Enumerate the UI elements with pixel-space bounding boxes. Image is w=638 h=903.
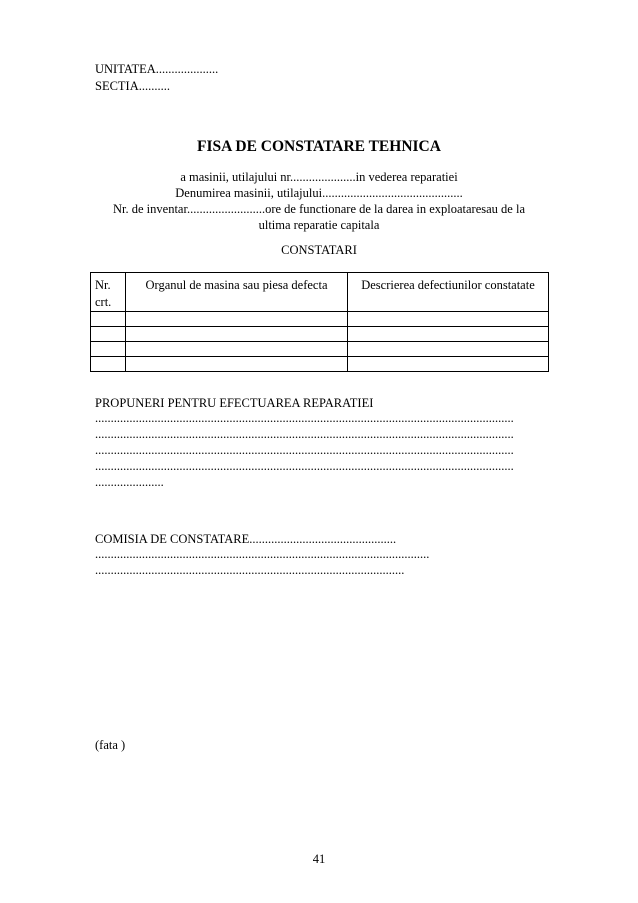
comisia-line-2: ................................................................................................... [95, 563, 405, 577]
comisia-line-1: ........................................................................................................... [95, 547, 430, 561]
table-cell [126, 327, 348, 342]
table-cell [91, 342, 126, 357]
table-cell [348, 342, 549, 357]
table-cell [348, 327, 549, 342]
fata-note: (fata ) [95, 738, 126, 752]
propuneri-line-4: ...................................................................................................................................... [95, 459, 514, 473]
propuneri-line-1: ...................................................................................................................................... [95, 411, 514, 425]
constatari-heading: CONSTATARI [281, 243, 357, 257]
page-title: FISA DE CONSTATARE TEHNICA [197, 138, 441, 155]
table-cell [91, 327, 126, 342]
sectia-field: SECTIA.......... [95, 79, 170, 93]
table-cell [348, 357, 549, 372]
header-descriere: Descrierea defectiunilor constatate [348, 273, 549, 312]
table-row [91, 327, 549, 342]
table-cell [91, 312, 126, 327]
subtitle-line-2: Denumirea masinii, utilajului............................................. [175, 186, 463, 200]
propuneri-line-2: ...................................................................................................................................... [95, 427, 514, 441]
table-cell [348, 312, 549, 327]
header-nr-crt: Nr. crt. [91, 273, 126, 312]
table-row [91, 357, 549, 372]
table-header-row [91, 273, 549, 312]
subtitle-line-1: a masinii, utilajului nr.....................in vederea reparatiei [180, 170, 458, 184]
table-row [91, 342, 549, 357]
unitatea-field: UNITATEA.................... [95, 62, 219, 76]
table-cell [126, 357, 348, 372]
page-number: 41 [312, 852, 326, 866]
propuneri-line-3: ...................................................................................................................................... [95, 443, 514, 457]
propuneri-line-5: ...................... [95, 475, 164, 489]
table-row [91, 312, 549, 327]
table-cell [126, 312, 348, 327]
table-cell [91, 357, 126, 372]
comisia-heading: COMISIA DE CONSTATARE............................................... [95, 532, 397, 546]
propuneri-heading: PROPUNERI PENTRU EFECTUAREA REPARATIEI [95, 396, 374, 410]
defects-table [90, 272, 549, 372]
table-cell [126, 342, 348, 357]
subtitle-line-3: Nr. de inventar.........................ore de functionare de la darea in exploataresau de la [113, 202, 525, 216]
header-organ: Organul de masina sau piesa defecta [126, 273, 348, 312]
subtitle-line-4: ultima reparatie capitala [258, 218, 380, 232]
